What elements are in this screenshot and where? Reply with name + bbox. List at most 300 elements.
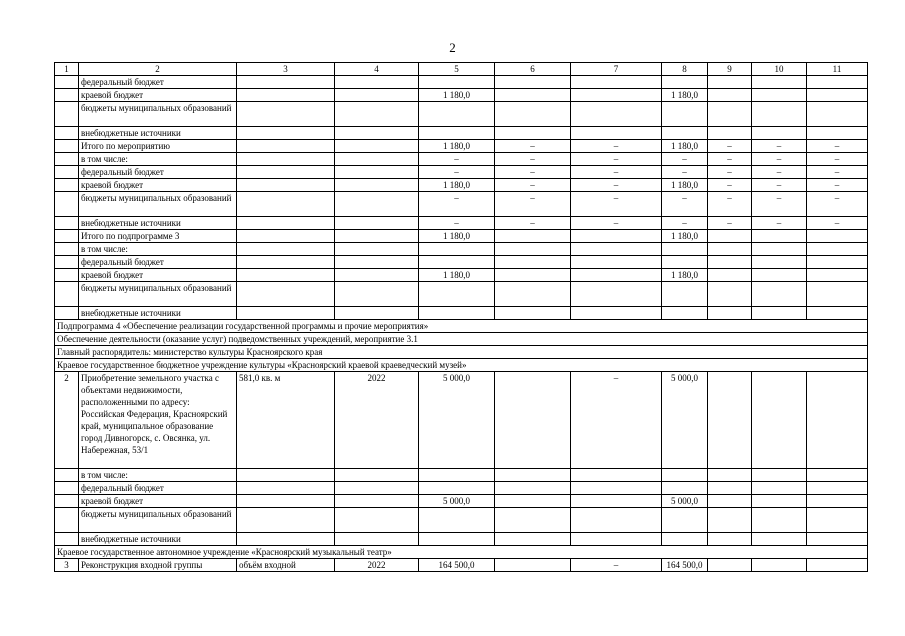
value-cell (752, 256, 807, 269)
value-cell (708, 102, 752, 127)
value-cell: – (571, 179, 662, 192)
value-cell (419, 243, 495, 256)
row-number-cell (55, 153, 79, 166)
value-cell (237, 307, 335, 320)
header-cell: 6 (495, 63, 571, 76)
table-body (55, 63, 868, 572)
value-cell: 1 180,0 (662, 89, 708, 102)
value-cell (335, 89, 419, 102)
value-cell (419, 508, 495, 533)
header-cell: 9 (708, 63, 752, 76)
value-cell (335, 230, 419, 243)
value-cell: – (807, 166, 868, 179)
value-cell (807, 559, 868, 572)
value-cell (495, 269, 571, 282)
value-cell: – (571, 372, 662, 469)
value-cell (752, 243, 807, 256)
value-cell: – (571, 217, 662, 230)
section-row (55, 359, 868, 372)
value-cell: – (419, 217, 495, 230)
section-row (55, 333, 868, 346)
row-label-cell: федеральный бюджет (79, 256, 237, 269)
value-cell: 5 000,0 (419, 372, 495, 469)
value-cell (708, 230, 752, 243)
row-label-cell: Итого по мероприятию (79, 140, 237, 153)
table-row (55, 508, 868, 533)
page-number: 2 (449, 40, 456, 55)
value-cell: – (708, 153, 752, 166)
value-cell: – (495, 140, 571, 153)
value-cell (708, 243, 752, 256)
section-row (55, 546, 868, 559)
value-cell (335, 166, 419, 179)
section-title: Краевое государственное автономное учреждение «Красноярский музыкальный театр» (55, 546, 868, 559)
row-label-cell: бюджеты муниципальных образований (79, 508, 237, 533)
value-cell (807, 127, 868, 140)
value-cell (571, 243, 662, 256)
value-cell (335, 127, 419, 140)
value-cell (335, 469, 419, 482)
table-row (55, 217, 868, 230)
value-cell (237, 469, 335, 482)
value-cell (708, 533, 752, 546)
value-cell: 5 000,0 (419, 495, 495, 508)
section-title: Обеспечение деятельности (оказание услуг) подведомственных учреждений, мероприятие 3.1 (55, 333, 868, 346)
row-label-cell: краевой бюджет (79, 89, 237, 102)
value-cell: – (807, 140, 868, 153)
value-cell (419, 282, 495, 307)
row-number-cell (55, 127, 79, 140)
table-header-row (55, 63, 868, 76)
value-cell: 1 180,0 (662, 179, 708, 192)
value-cell: 1 180,0 (662, 269, 708, 282)
value-cell (662, 469, 708, 482)
table-row (55, 166, 868, 179)
value-cell: – (571, 559, 662, 572)
table-row (55, 140, 868, 153)
header-cell: 10 (752, 63, 807, 76)
value-cell: – (752, 153, 807, 166)
value-cell (419, 127, 495, 140)
value-cell: 5 000,0 (662, 372, 708, 469)
value-cell: 164 500,0 (419, 559, 495, 572)
value-cell (662, 482, 708, 495)
header-cell: 5 (419, 63, 495, 76)
value-cell (571, 256, 662, 269)
value-cell (662, 282, 708, 307)
value-cell: 1 180,0 (419, 179, 495, 192)
value-cell: – (708, 192, 752, 217)
row-number-cell (55, 102, 79, 127)
row-label-cell: внебюджетные источники (79, 217, 237, 230)
value-cell: – (708, 179, 752, 192)
row-number-cell (55, 256, 79, 269)
row-number-cell (55, 140, 79, 153)
value-cell: 164 500,0 (662, 559, 708, 572)
value-cell (237, 508, 335, 533)
value-cell: – (495, 153, 571, 166)
table-row (55, 127, 868, 140)
value-cell (807, 469, 868, 482)
value-cell (708, 372, 752, 469)
value-cell (237, 533, 335, 546)
value-cell (495, 102, 571, 127)
value-cell (708, 127, 752, 140)
row-number-cell (55, 307, 79, 320)
value-cell (495, 127, 571, 140)
value-cell (662, 243, 708, 256)
row-number-cell (55, 482, 79, 495)
value-cell (419, 102, 495, 127)
value-cell (807, 482, 868, 495)
value-cell (807, 89, 868, 102)
value-cell: – (807, 153, 868, 166)
value-cell (571, 76, 662, 89)
value-cell (237, 140, 335, 153)
value-cell (335, 307, 419, 320)
table-row (55, 495, 868, 508)
value-cell (419, 533, 495, 546)
value-cell: 581,0 кв. м (237, 372, 335, 469)
row-label-cell: краевой бюджет (79, 179, 237, 192)
value-cell (335, 482, 419, 495)
row-label-cell: внебюджетные источники (79, 533, 237, 546)
table-row (55, 179, 868, 192)
value-cell (495, 76, 571, 89)
header-cell: 11 (807, 63, 868, 76)
row-number-cell (55, 192, 79, 217)
value-cell (662, 307, 708, 320)
value-cell (571, 469, 662, 482)
row-label-cell: федеральный бюджет (79, 166, 237, 179)
value-cell (571, 102, 662, 127)
value-cell: – (662, 192, 708, 217)
value-cell (571, 127, 662, 140)
value-cell (708, 282, 752, 307)
value-cell (335, 533, 419, 546)
value-cell (237, 495, 335, 508)
value-cell (237, 217, 335, 230)
value-cell (335, 76, 419, 89)
header-cell: 3 (237, 63, 335, 76)
row-label-cell: в том числе: (79, 469, 237, 482)
value-cell (571, 508, 662, 533)
row-number-cell (55, 166, 79, 179)
value-cell (708, 559, 752, 572)
value-cell (237, 166, 335, 179)
row-label-cell: федеральный бюджет (79, 482, 237, 495)
value-cell (419, 482, 495, 495)
value-cell (335, 243, 419, 256)
value-cell (335, 217, 419, 230)
row-number-cell: 2 (55, 372, 79, 469)
table-row (55, 192, 868, 217)
value-cell: – (752, 192, 807, 217)
value-cell (495, 559, 571, 572)
value-cell: – (807, 192, 868, 217)
value-cell: – (708, 140, 752, 153)
row-label-cell: бюджеты муниципальных образований (79, 282, 237, 307)
value-cell: – (571, 153, 662, 166)
value-cell: 1 180,0 (419, 140, 495, 153)
value-cell: 1 180,0 (419, 230, 495, 243)
value-cell: – (662, 153, 708, 166)
value-cell (752, 269, 807, 282)
value-cell: 2022 (335, 372, 419, 469)
value-cell (807, 243, 868, 256)
value-cell: – (495, 179, 571, 192)
value-cell (662, 127, 708, 140)
value-cell (237, 179, 335, 192)
value-cell (419, 256, 495, 269)
value-cell: – (752, 179, 807, 192)
value-cell (495, 482, 571, 495)
table-row (55, 469, 868, 482)
section-title: Краевое государственное бюджетное учреждение культуры «Красноярский краевой краеведческий музей» (55, 359, 868, 372)
row-label-cell: Реконструкция входной группы (79, 559, 237, 572)
value-cell (807, 102, 868, 127)
value-cell (495, 256, 571, 269)
value-cell (335, 269, 419, 282)
value-cell (807, 533, 868, 546)
row-label-cell: краевой бюджет (79, 269, 237, 282)
value-cell: – (495, 166, 571, 179)
value-cell: – (752, 140, 807, 153)
table-row (55, 269, 868, 282)
value-cell (807, 495, 868, 508)
value-cell: – (662, 166, 708, 179)
value-cell (237, 102, 335, 127)
value-cell: – (571, 192, 662, 217)
budget-table (54, 62, 868, 572)
value-cell (335, 256, 419, 269)
value-cell: – (708, 217, 752, 230)
value-cell (708, 256, 752, 269)
value-cell (752, 230, 807, 243)
value-cell (335, 140, 419, 153)
row-label-cell: внебюджетные источники (79, 307, 237, 320)
value-cell (752, 307, 807, 320)
value-cell (807, 76, 868, 89)
value-cell (807, 307, 868, 320)
value-cell (495, 495, 571, 508)
value-cell (571, 533, 662, 546)
row-number-cell (55, 495, 79, 508)
value-cell (662, 256, 708, 269)
value-cell (237, 230, 335, 243)
value-cell (662, 102, 708, 127)
value-cell: 1 180,0 (419, 269, 495, 282)
value-cell (571, 495, 662, 508)
value-cell (708, 495, 752, 508)
table-row (55, 256, 868, 269)
row-number-cell (55, 243, 79, 256)
table-row (55, 89, 868, 102)
value-cell (807, 508, 868, 533)
value-cell (662, 508, 708, 533)
value-cell: – (419, 192, 495, 217)
table-row (55, 230, 868, 243)
value-cell (752, 508, 807, 533)
value-cell (237, 192, 335, 217)
value-cell (752, 102, 807, 127)
value-cell (807, 372, 868, 469)
value-cell (495, 508, 571, 533)
value-cell (708, 89, 752, 102)
value-cell (495, 89, 571, 102)
row-label-cell: Приобретение земельного участка с объектами недвижимости, расположенными по адресу: Российская Федерация, Красноярский край, муниципальное образование город Дивногорск, с. Овсянка, ул. Набережная, 53/1 (79, 372, 237, 469)
value-cell (237, 482, 335, 495)
table-row (55, 307, 868, 320)
header-cell: 8 (662, 63, 708, 76)
value-cell: – (571, 166, 662, 179)
row-number-cell (55, 217, 79, 230)
value-cell (807, 282, 868, 307)
value-cell: – (495, 217, 571, 230)
row-number-cell (55, 89, 79, 102)
value-cell: – (419, 166, 495, 179)
value-cell: объём входной (237, 559, 335, 572)
value-cell (495, 533, 571, 546)
value-cell (335, 495, 419, 508)
section-title: Подпрограмма 4 «Обеспечение реализации государственной программы и прочие мероприятия» (55, 320, 868, 333)
value-cell (571, 482, 662, 495)
value-cell (752, 495, 807, 508)
value-cell: – (662, 217, 708, 230)
value-cell (752, 469, 807, 482)
value-cell (708, 76, 752, 89)
value-cell (237, 269, 335, 282)
table-row (55, 282, 868, 307)
value-cell (662, 533, 708, 546)
value-cell (237, 153, 335, 166)
table-row (55, 482, 868, 495)
row-number-cell (55, 282, 79, 307)
row-label-cell: внебюджетные источники (79, 127, 237, 140)
value-cell (752, 127, 807, 140)
value-cell (752, 482, 807, 495)
value-cell: – (752, 217, 807, 230)
value-cell (419, 76, 495, 89)
row-label-cell: федеральный бюджет (79, 76, 237, 89)
value-cell (752, 559, 807, 572)
value-cell (662, 76, 708, 89)
value-cell (495, 230, 571, 243)
value-cell: 5 000,0 (662, 495, 708, 508)
value-cell (708, 269, 752, 282)
row-label-cell: в том числе: (79, 153, 237, 166)
row-label-cell: бюджеты муниципальных образований (79, 102, 237, 127)
table-row (55, 102, 868, 127)
table-row (55, 76, 868, 89)
section-row (55, 320, 868, 333)
value-cell (752, 89, 807, 102)
value-cell (752, 282, 807, 307)
value-cell: – (571, 140, 662, 153)
section-row (55, 346, 868, 359)
value-cell (807, 269, 868, 282)
value-cell (752, 76, 807, 89)
value-cell (495, 372, 571, 469)
value-cell (335, 179, 419, 192)
value-cell (237, 76, 335, 89)
table-row (55, 372, 868, 469)
header-cell: 7 (571, 63, 662, 76)
value-cell (571, 230, 662, 243)
value-cell (807, 230, 868, 243)
value-cell (495, 307, 571, 320)
value-cell (237, 127, 335, 140)
value-cell: – (807, 217, 868, 230)
value-cell: – (419, 153, 495, 166)
value-cell (807, 256, 868, 269)
row-label-cell: Итого по подпрограмме 3 (79, 230, 237, 243)
row-number-cell: 3 (55, 559, 79, 572)
section-title: Главный распорядитель: министерство культуры Красноярского края (55, 346, 868, 359)
row-number-cell (55, 76, 79, 89)
row-label-cell: краевой бюджет (79, 495, 237, 508)
value-cell (495, 282, 571, 307)
value-cell: 2022 (335, 559, 419, 572)
value-cell (571, 89, 662, 102)
header-cell: 1 (55, 63, 79, 76)
row-number-cell (55, 533, 79, 546)
value-cell (708, 482, 752, 495)
row-number-cell (55, 179, 79, 192)
table-row (55, 153, 868, 166)
row-number-cell (55, 469, 79, 482)
row-label-cell: в том числе: (79, 243, 237, 256)
value-cell (335, 508, 419, 533)
value-cell (419, 469, 495, 482)
value-cell (752, 533, 807, 546)
value-cell (708, 469, 752, 482)
value-cell (708, 508, 752, 533)
row-number-cell (55, 508, 79, 533)
value-cell (708, 307, 752, 320)
table-row (55, 559, 868, 572)
value-cell: 1 180,0 (419, 89, 495, 102)
value-cell (237, 243, 335, 256)
value-cell (237, 89, 335, 102)
value-cell: – (495, 192, 571, 217)
value-cell: – (708, 166, 752, 179)
row-number-cell (55, 269, 79, 282)
value-cell (237, 282, 335, 307)
value-cell (335, 102, 419, 127)
value-cell (571, 282, 662, 307)
row-label-cell: бюджеты муниципальных образований (79, 192, 237, 217)
value-cell (335, 153, 419, 166)
header-cell: 4 (335, 63, 419, 76)
header-cell: 2 (79, 63, 237, 76)
value-cell: 1 180,0 (662, 140, 708, 153)
value-cell (335, 192, 419, 217)
value-cell: 1 180,0 (662, 230, 708, 243)
row-number-cell (55, 230, 79, 243)
value-cell (571, 307, 662, 320)
value-cell (495, 469, 571, 482)
value-cell (495, 243, 571, 256)
value-cell: – (752, 166, 807, 179)
value-cell (237, 256, 335, 269)
value-cell (419, 307, 495, 320)
value-cell (571, 269, 662, 282)
value-cell (752, 372, 807, 469)
value-cell (335, 282, 419, 307)
value-cell: – (807, 179, 868, 192)
table-row (55, 243, 868, 256)
